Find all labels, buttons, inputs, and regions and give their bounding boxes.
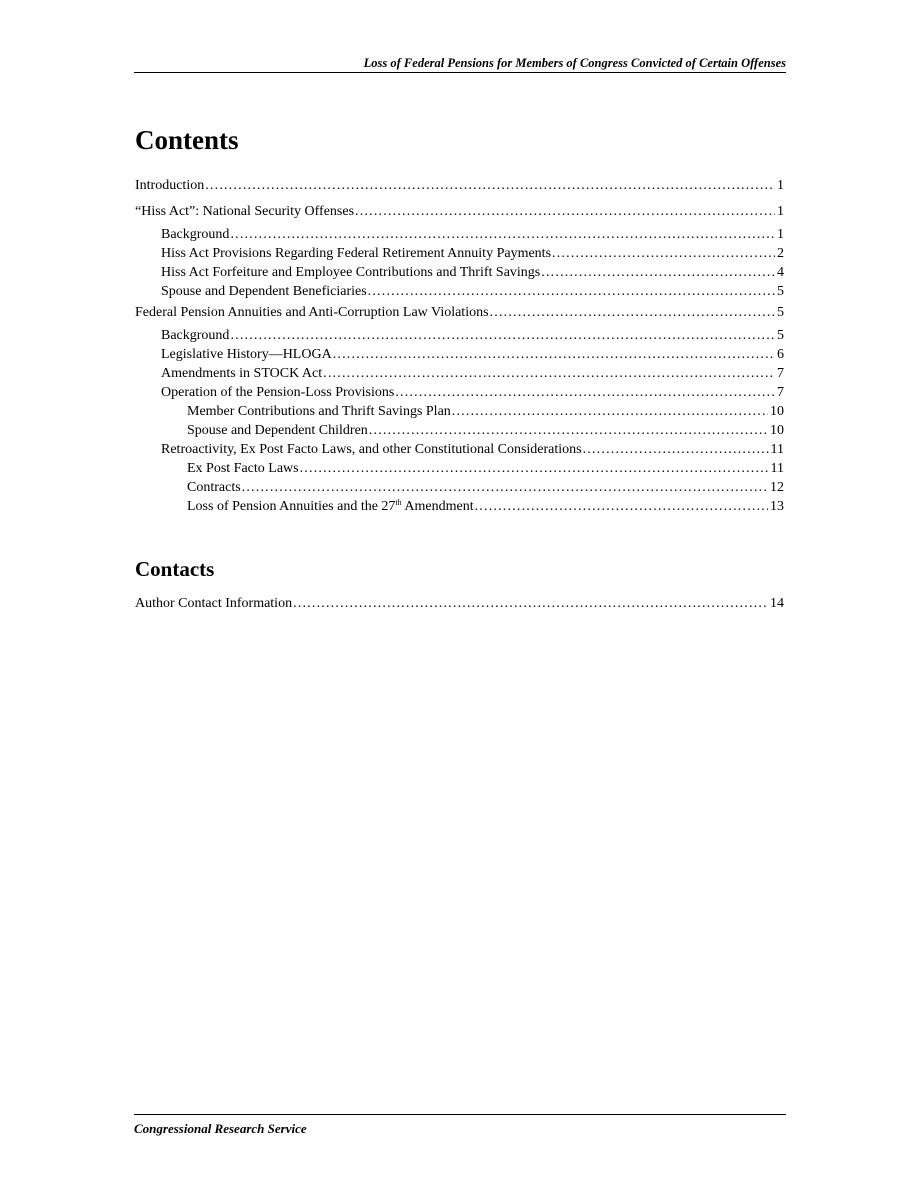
toc-entry-page: 1 (777, 178, 784, 193)
running-header (134, 56, 786, 73)
toc-entry-label: Hiss Act Forfeiture and Employee Contributions and Thrift Savings (161, 265, 541, 280)
toc-entry-label: Amendments in STOCK Act (161, 366, 323, 381)
dot-leader (323, 365, 775, 383)
toc-entry-hiss-act[interactable] (135, 203, 784, 221)
toc-entry-label (187, 498, 474, 516)
toc-entry-introduction[interactable] (135, 177, 784, 195)
dot-leader (475, 498, 768, 516)
dot-leader (552, 245, 775, 263)
toc-entry-hiss-forfeiture[interactable] (135, 264, 784, 282)
toc-entry-operation[interactable] (135, 384, 784, 402)
ordinal-suffix: th (395, 498, 402, 507)
dot-leader (333, 346, 775, 364)
toc-entry-label: Introduction (135, 178, 205, 193)
toc-entry-contracts[interactable] (135, 479, 784, 497)
toc-entry-page: 14 (770, 596, 784, 611)
toc-entry-label: Background (161, 328, 230, 343)
toc-entry-anti-corruption[interactable] (135, 304, 784, 322)
toc-entry-label: Spouse and Dependent Beneficiaries (161, 284, 367, 299)
toc-entry-label: Federal Pension Annuities and Anti-Corruption Law Violations (135, 305, 489, 320)
toc-entry-label: Retroactivity, Ex Post Facto Laws, and other Constitutional Considerations (161, 442, 582, 457)
toc-entry-page: 5 (777, 305, 784, 320)
toc-entry-hiss-background[interactable] (135, 226, 784, 244)
toc-entry-label: Legislative History—HLOGA (161, 347, 332, 362)
dot-leader (242, 479, 768, 497)
dot-leader (300, 460, 769, 478)
toc-entry-page: 1 (777, 227, 784, 242)
dot-leader (293, 595, 768, 613)
dot-leader (355, 203, 775, 221)
toc-entry-label: Operation of the Pension-Loss Provisions (161, 385, 395, 400)
toc-entry-label: Ex Post Facto Laws (187, 461, 299, 476)
toc-entry-spouse-dependent-beneficiaries[interactable] (135, 283, 784, 301)
toc-entry-label: Hiss Act Provisions Regarding Federal Retirement Annuity Payments (161, 246, 552, 261)
toc-entry-page: 11 (770, 442, 784, 457)
toc-entry-label: Spouse and Dependent Children (187, 423, 368, 438)
toc-entry-27th-amendment[interactable] (135, 498, 784, 516)
running-header-title: Loss of Federal Pensions for Members of Congress Convicted of Certain Offenses (363, 56, 786, 70)
toc-entry-label: “Hiss Act”: National Security Offenses (135, 204, 355, 219)
toc-entry-page: 7 (777, 366, 784, 381)
contacts-heading: Contacts (135, 557, 215, 581)
dot-leader (395, 384, 775, 402)
toc-entry-page: 11 (770, 461, 784, 476)
toc-entry-page: 10 (770, 423, 784, 438)
toc-entry-page: 1 (777, 204, 784, 219)
toc-entry-label: Contracts (187, 480, 241, 495)
running-footer (134, 1114, 786, 1137)
dot-leader (369, 422, 768, 440)
dot-leader (541, 264, 775, 282)
toc-entry-label: Author Contact Information (135, 596, 293, 611)
toc-entry-label: Background (161, 227, 230, 242)
toc-entry-stock-act[interactable] (135, 365, 784, 383)
toc-entry-page: 10 (770, 404, 784, 419)
toc-entry-page: 4 (777, 265, 784, 280)
toc-entry-label-text: Amendment (401, 499, 474, 514)
toc-entry-page: 13 (770, 499, 784, 514)
dot-leader (490, 304, 775, 322)
dot-leader (205, 177, 775, 195)
toc-entry-legislative-history[interactable] (135, 346, 784, 364)
toc-entry-label: Member Contributions and Thrift Savings Plan (187, 404, 451, 419)
toc-entry-spouse-dependent-children[interactable] (135, 422, 784, 440)
toc-entry-label-text: Loss of Pension Annuities and the 27 (187, 499, 396, 514)
dot-leader (452, 403, 768, 421)
toc-entry-author-contact[interactable] (135, 595, 784, 613)
toc-entry-retroactivity[interactable] (135, 441, 784, 459)
dot-leader (230, 226, 775, 244)
toc-entry-member-contributions[interactable] (135, 403, 784, 421)
toc-entry-page: 5 (777, 328, 784, 343)
toc-entry-anti-corruption-background[interactable] (135, 327, 784, 345)
toc-entry-page: 5 (777, 284, 784, 299)
dot-leader (368, 283, 775, 301)
dot-leader (583, 441, 769, 459)
toc-entry-page: 12 (770, 480, 784, 495)
toc-entry-ex-post-facto[interactable] (135, 460, 784, 478)
toc-entry-page: 6 (777, 347, 784, 362)
toc-entry-page: 7 (777, 385, 784, 400)
contents-heading: Contents (135, 125, 239, 155)
footer-text: Congressional Research Service (134, 1121, 307, 1136)
toc-entry-page: 2 (777, 246, 784, 261)
dot-leader (230, 327, 775, 345)
toc-entry-hiss-provisions[interactable] (135, 245, 784, 263)
